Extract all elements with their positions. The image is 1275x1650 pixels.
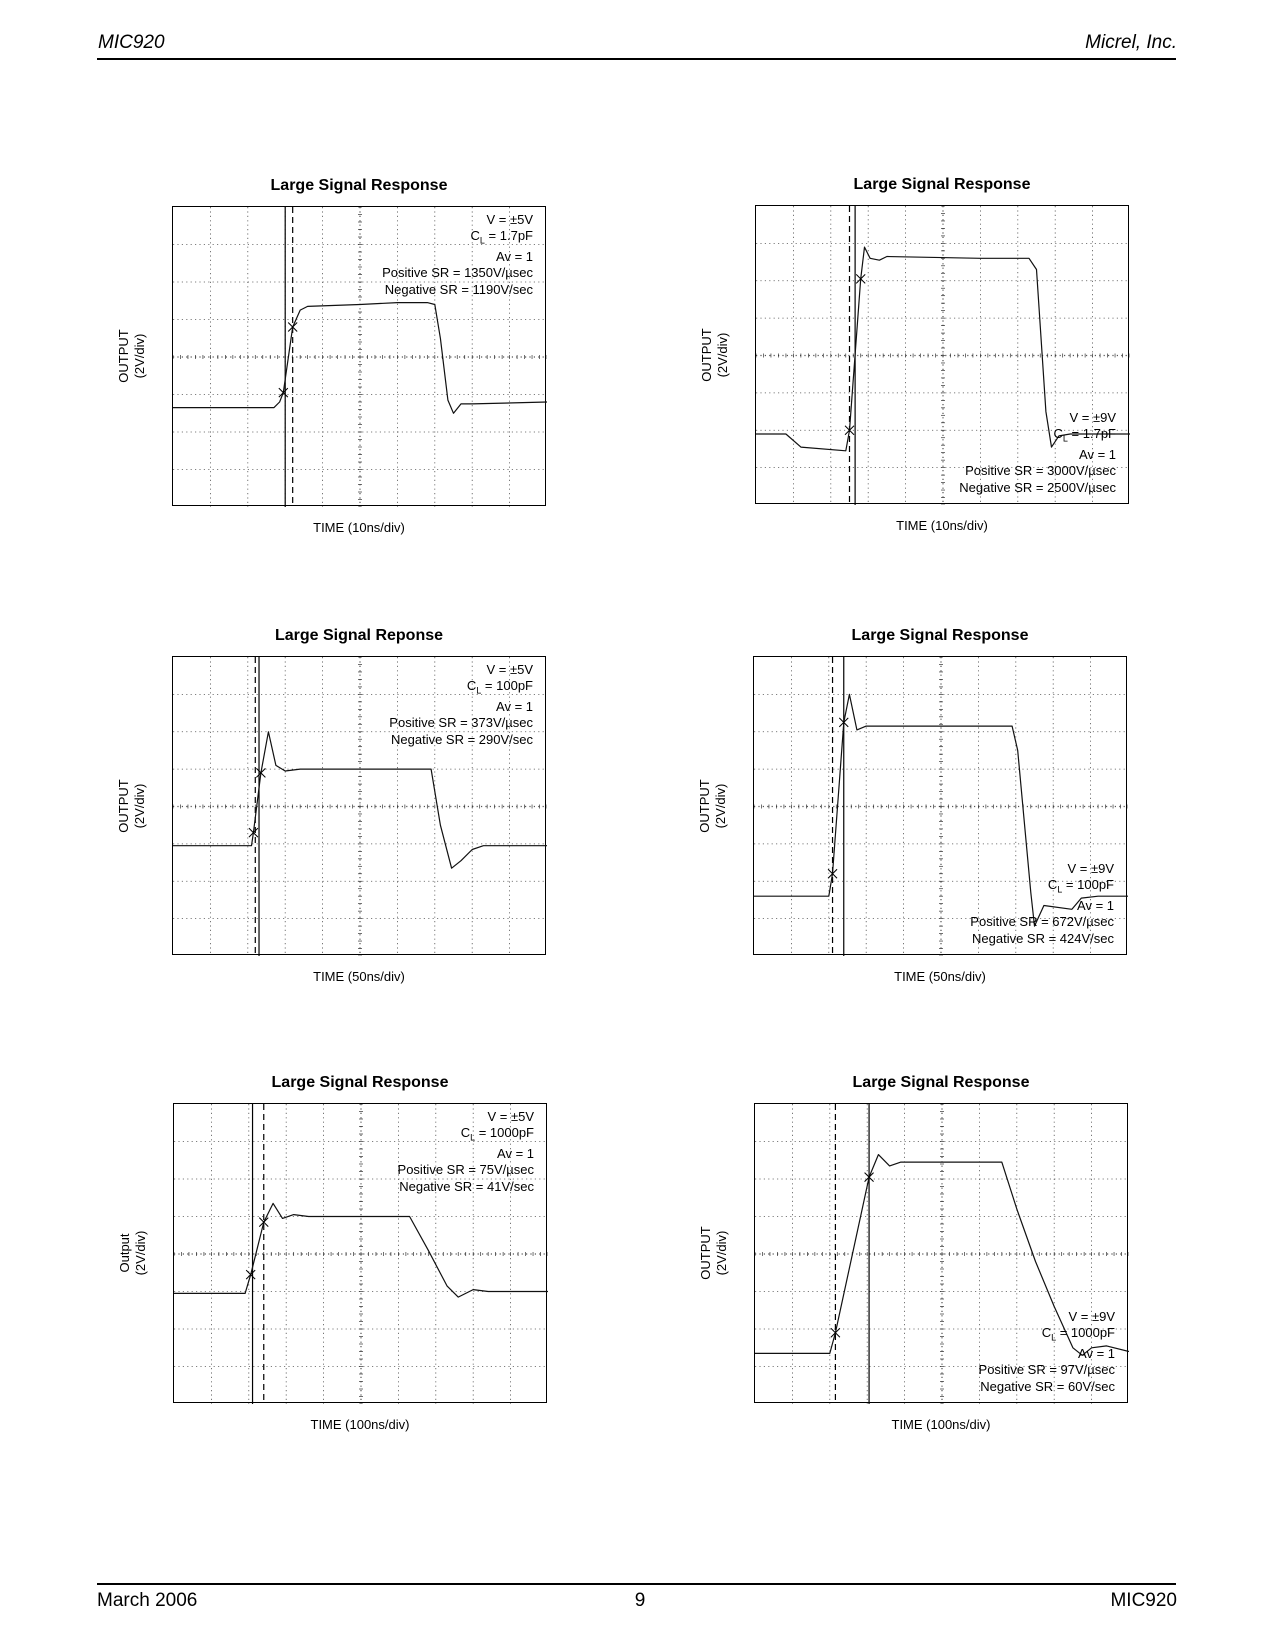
x-axis-label: TIME (10ns/div) <box>313 520 405 535</box>
y-axis-label <box>116 756 148 856</box>
footer-page-number: 9 <box>634 1590 646 1611</box>
scope-chart-1 <box>116 177 546 535</box>
annotation-negative-slew-rate: Negative SR = 424V/sec <box>972 930 1114 946</box>
scope-chart-6 <box>698 1074 1128 1432</box>
annotation-supply-voltage: V = ±9V <box>1069 409 1116 425</box>
cursor-marker-x <box>246 1270 255 1279</box>
y-axis-label-line1: OUTPUT <box>116 329 131 383</box>
annotation-load-capacitance: $C_L = 100pF$ <box>1047 877 1114 895</box>
y-axis-label-line1: OUTPUT <box>699 327 714 382</box>
annotation-gain: Av = 1 <box>496 249 533 265</box>
y-axis-label <box>698 1203 730 1303</box>
conditions-annotation <box>959 410 1116 496</box>
annotation-gain: Av = 1 <box>497 1146 534 1162</box>
chart-title: Large Signal Reponse <box>274 627 444 644</box>
x-axis-label: TIME (50ns/div) <box>313 969 405 984</box>
annotation-supply-voltage: V = ±5V <box>486 662 533 677</box>
annotation-negative-slew-rate: Negative SR = 60V/sec <box>980 1378 1115 1394</box>
y-axis-label <box>699 305 731 405</box>
annotation-load-capacitance: $C_L = 1.7pF$ <box>1053 426 1116 444</box>
plot-area <box>755 205 1129 504</box>
scope-chart-3 <box>116 627 546 984</box>
conditions-annotation <box>382 212 533 298</box>
plot-area <box>754 1103 1128 1403</box>
y-axis-label-line2: (2V/div) <box>133 1230 148 1276</box>
annotation-load-capacitance: $C_L = 1.7pF$ <box>470 228 533 246</box>
annotation-negative-slew-rate: Negative SR = 2500V/µsec <box>959 479 1116 495</box>
plot-area <box>172 206 546 506</box>
annotation-positive-slew-rate: Positive SR = 672V/µsec <box>970 914 1114 930</box>
footer-rule <box>97 1583 1176 1585</box>
footer-date: March 2006 <box>97 1590 198 1611</box>
annotation-load-capacitance: $C_L = 1000pF$ <box>1041 1325 1115 1343</box>
chart-title: Large Signal Response <box>851 627 1029 644</box>
x-axis-label: TIME (50ns/div) <box>894 969 986 984</box>
y-axis-label-line2: (2V/div) <box>132 333 147 379</box>
y-axis-label-line2: (2V/div) <box>132 783 147 828</box>
annotation-positive-slew-rate: Positive SR = 1350V/µsec <box>382 265 533 281</box>
y-axis-label-line2: (2V/div) <box>715 332 730 377</box>
scope-chart-2 <box>699 176 1129 533</box>
annotation-negative-slew-rate: Negative SR = 290V/sec <box>391 731 533 747</box>
chart-title: Large Signal Response <box>852 1074 1030 1091</box>
header-company: Micrel, Inc. <box>1085 32 1177 53</box>
y-axis-label-line2: (2V/div) <box>713 783 728 828</box>
annotation-supply-voltage: V = ±5V <box>487 1109 534 1124</box>
annotation-negative-slew-rate: Negative SR = 41V/sec <box>399 1178 534 1194</box>
x-axis-label: TIME (100ns/div) <box>310 1417 410 1432</box>
x-axis-label: TIME (10ns/div) <box>896 518 988 533</box>
scope-chart-4 <box>697 627 1127 984</box>
annotation-load-capacitance: $C_L = 100pF$ <box>466 678 533 696</box>
annotation-positive-slew-rate: Positive SR = 75V/µsec <box>397 1162 534 1178</box>
annotation-load-capacitance: $C_L = 1000pF$ <box>460 1125 534 1143</box>
annotation-supply-voltage: V = ±5V <box>486 212 533 227</box>
annotation-supply-voltage: V = ±9V <box>1068 1308 1115 1324</box>
annotation-gain: Av = 1 <box>1078 1346 1115 1362</box>
annotation-positive-slew-rate: Positive SR = 373V/µsec <box>389 715 533 731</box>
annotation-positive-slew-rate: Positive SR = 97V/µsec <box>978 1362 1115 1378</box>
chart-title: Large Signal Response <box>270 177 448 194</box>
x-axis-label: TIME (100ns/div) <box>891 1417 991 1432</box>
annotation-gain: Av = 1 <box>1079 447 1116 463</box>
signal-trace <box>173 732 547 868</box>
y-axis-label-line2: (2V/div) <box>714 1230 729 1276</box>
annotation-positive-slew-rate: Positive SR = 3000V/µsec <box>965 463 1116 479</box>
conditions-annotation <box>389 662 533 748</box>
header-doc-id: MIC920 <box>98 32 165 53</box>
conditions-annotation <box>979 1309 1115 1395</box>
y-axis-label-line1: OUTPUT <box>698 1226 713 1280</box>
conditions-annotation <box>398 1109 534 1195</box>
y-axis-label <box>697 756 729 856</box>
chart-title: Large Signal Response <box>853 176 1031 193</box>
plot-area <box>753 656 1127 955</box>
plot-area <box>172 656 546 955</box>
y-axis-label <box>116 306 148 406</box>
scope-chart-5 <box>117 1074 547 1432</box>
y-axis-label-line1: Output <box>117 1233 132 1273</box>
y-axis-label-line1: OUTPUT <box>697 778 712 833</box>
y-axis-label <box>117 1203 149 1303</box>
chart-title: Large Signal Response <box>271 1074 449 1091</box>
header-rule <box>97 58 1176 60</box>
annotation-gain: Av = 1 <box>496 699 533 715</box>
annotation-negative-slew-rate: Negative SR = 1190V/sec <box>384 281 533 297</box>
annotation-gain: Av = 1 <box>1077 898 1114 914</box>
annotation-supply-voltage: V = ±9V <box>1067 860 1114 876</box>
conditions-annotation <box>970 861 1114 947</box>
y-axis-label-line1: OUTPUT <box>116 778 131 833</box>
footer-doc-id: MIC920 <box>1110 1590 1177 1611</box>
plot-area <box>173 1103 547 1403</box>
